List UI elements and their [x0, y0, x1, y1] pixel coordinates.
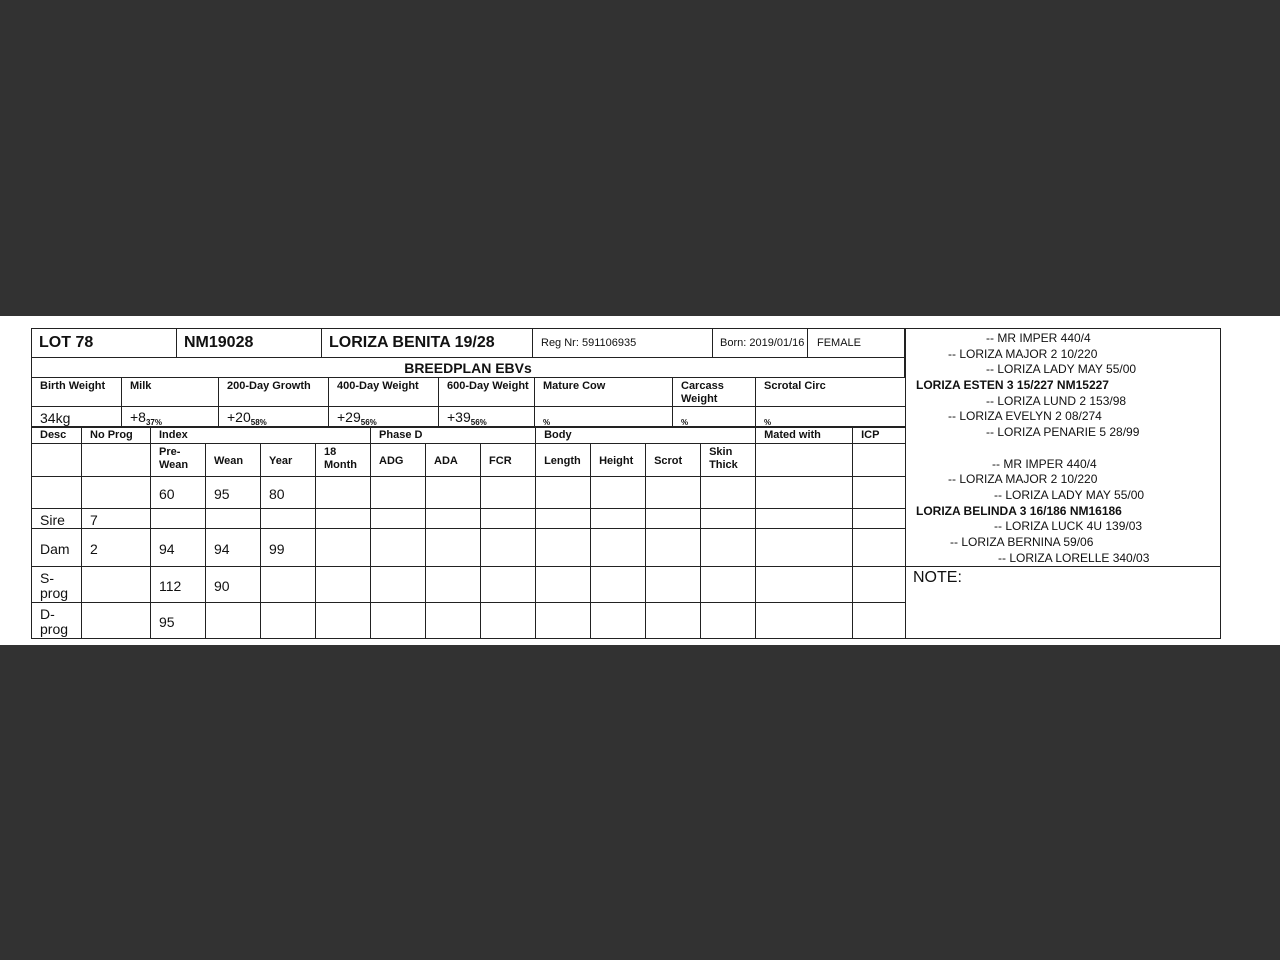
pedigree-dam-ds: -- LORIZA LUCK 4U 139/03	[994, 519, 1143, 533]
breedplan-title-cell	[31, 357, 905, 378]
ebv-label-milk: Milk	[122, 378, 219, 407]
row-pre-wean: 95	[151, 603, 206, 639]
ebv-accuracy: 58%	[250, 418, 267, 427]
ebv-value-cell	[673, 407, 756, 428]
subheader-ada: ADA	[426, 444, 481, 477]
row-desc: Sire	[32, 509, 82, 529]
row-no-prog: 2	[82, 529, 151, 567]
pedigree-dam-main: LORIZA BELINDA 3 16/186 NM16186	[916, 504, 1122, 518]
row-wean: 95	[206, 477, 261, 509]
table-row	[32, 603, 906, 639]
ebv-value: +8	[130, 409, 146, 425]
ebv-label-birth-weight: Birth Weight	[32, 378, 122, 407]
pedigree-dam-s: -- LORIZA MAJOR 2 10/220	[948, 472, 1098, 486]
ebv-value: +20	[227, 409, 251, 425]
col-index: Index	[151, 427, 371, 444]
ebv-accuracy: %	[764, 418, 772, 427]
note-label: NOTE:	[913, 569, 962, 586]
ebv-accuracy: %	[681, 418, 689, 427]
ebv-label-carcass-weight: Carcass Weight	[673, 378, 756, 407]
header-sex-cell	[807, 328, 905, 358]
subheader-height: Height	[591, 444, 646, 477]
ebv-label-400-day: 400-Day Weight	[329, 378, 439, 407]
table-row	[32, 477, 906, 509]
row-year	[261, 603, 316, 639]
subheader-blank	[756, 444, 853, 477]
pedigree-dam-d: -- LORIZA BERNINA 59/06	[950, 535, 1094, 549]
header-id-cell	[176, 328, 322, 358]
pedigree-sire-d: -- LORIZA EVELYN 2 08/274	[948, 409, 1102, 423]
pedigree-dam-dd: -- LORIZA LORELLE 340/03	[998, 551, 1150, 565]
ebv-value-cell	[329, 407, 439, 428]
note-box	[905, 566, 1221, 639]
row-no-prog: 7	[82, 509, 151, 529]
ebv-value-cell	[535, 407, 673, 428]
row-no-prog	[82, 567, 151, 603]
table-row	[32, 509, 906, 529]
ebv-accuracy: 37%	[145, 418, 162, 427]
col-no-prog: No Prog	[82, 427, 151, 444]
ebv-value-cell	[219, 407, 329, 428]
pedigree-box	[905, 328, 1221, 567]
col-mated-with: Mated with	[756, 427, 853, 444]
row-pre-wean: 60	[151, 477, 206, 509]
subheader-pre-wean: Pre- Wean	[151, 444, 206, 477]
header-lot-cell	[31, 328, 177, 358]
row-desc: Dam	[32, 529, 82, 567]
ebv-value-cell	[756, 407, 906, 428]
col-phase-d: Phase D	[371, 427, 536, 444]
row-desc: S- prog	[32, 567, 82, 603]
row-desc	[32, 477, 82, 509]
ebv-value-cell	[122, 407, 219, 428]
subheader-blank	[32, 444, 82, 477]
ebv-label-600-day: 600-Day Weight	[439, 378, 535, 407]
registration-number: Reg Nr: 591106935	[541, 337, 637, 349]
subheader-fcr: FCR	[481, 444, 536, 477]
ebv-value: +39	[447, 409, 471, 425]
table-row	[32, 567, 906, 603]
pedigree-dam-sd: -- LORIZA LADY MAY 55/00	[994, 488, 1145, 502]
row-wean	[206, 509, 261, 529]
ebv-table	[31, 377, 906, 428]
ebv-value-cell	[32, 407, 122, 428]
pedigree-sire-s: -- LORIZA MAJOR 2 10/220	[948, 347, 1098, 361]
subheader-year: Year	[261, 444, 316, 477]
header-name-cell	[321, 328, 533, 358]
breedplan-title: BREEDPLAN EBVs	[404, 360, 532, 376]
ebv-accuracy: 56%	[470, 418, 487, 427]
animal-id: NM19028	[184, 334, 254, 351]
row-no-prog	[82, 603, 151, 639]
header-born-cell	[712, 328, 808, 358]
subheader-blank	[853, 444, 906, 477]
row-desc: D- prog	[32, 603, 82, 639]
lot-sheet	[0, 316, 1280, 645]
birth-date: Born: 2019/01/16	[720, 337, 805, 349]
ebv-accuracy: 56%	[360, 418, 377, 427]
pedigree-sire-ss: -- MR IMPER 440/4	[986, 331, 1091, 345]
row-year	[261, 567, 316, 603]
pedigree-sire-ds: -- LORIZA LUND 2 153/98	[986, 394, 1127, 408]
header-reg-cell	[532, 328, 713, 358]
subheader-adg: ADG	[371, 444, 426, 477]
pedigree-dam-ss: -- MR IMPER 440/4	[992, 457, 1097, 471]
table-row	[32, 529, 906, 567]
subheader-length: Length	[536, 444, 591, 477]
ebv-label-200-day: 200-Day Growth	[219, 378, 329, 407]
subheader-skin-thick: Skin Thick	[701, 444, 756, 477]
row-pre-wean: 112	[151, 567, 206, 603]
row-year: 99	[261, 529, 316, 567]
col-body: Body	[536, 427, 756, 444]
row-year: 80	[261, 477, 316, 509]
subheader-wean: Wean	[206, 444, 261, 477]
subheader-blank	[82, 444, 151, 477]
lot-number: LOT 78	[39, 334, 94, 351]
row-year	[261, 509, 316, 529]
ebv-label-mature-cow: Mature Cow	[535, 378, 673, 407]
row-wean	[206, 603, 261, 639]
col-icp: ICP	[853, 427, 906, 444]
animal-name: LORIZA BENITA 19/28	[329, 334, 495, 351]
ebv-label-scrotal-circ: Scrotal Circ	[756, 378, 906, 407]
pedigree-sire-dd: -- LORIZA PENARIE 5 28/99	[986, 425, 1140, 439]
row-no-prog	[82, 477, 151, 509]
ebv-value-cell	[439, 407, 535, 428]
sex: FEMALE	[817, 337, 862, 349]
performance-table	[31, 426, 906, 639]
pedigree-sire-main: LORIZA ESTEN 3 15/227 NM15227	[916, 378, 1109, 392]
row-wean: 94	[206, 529, 261, 567]
subheader-18-month: 18 Month	[316, 444, 371, 477]
ebv-accuracy: %	[543, 418, 551, 427]
row-pre-wean	[151, 509, 206, 529]
row-wean: 90	[206, 567, 261, 603]
col-desc: Desc	[32, 427, 82, 444]
ebv-value: 34kg	[40, 410, 71, 426]
ebv-value: +29	[337, 409, 361, 425]
row-pre-wean: 94	[151, 529, 206, 567]
subheader-scrot: Scrot	[646, 444, 701, 477]
pedigree-sire-sd: -- LORIZA LADY MAY 55/00	[986, 362, 1137, 376]
